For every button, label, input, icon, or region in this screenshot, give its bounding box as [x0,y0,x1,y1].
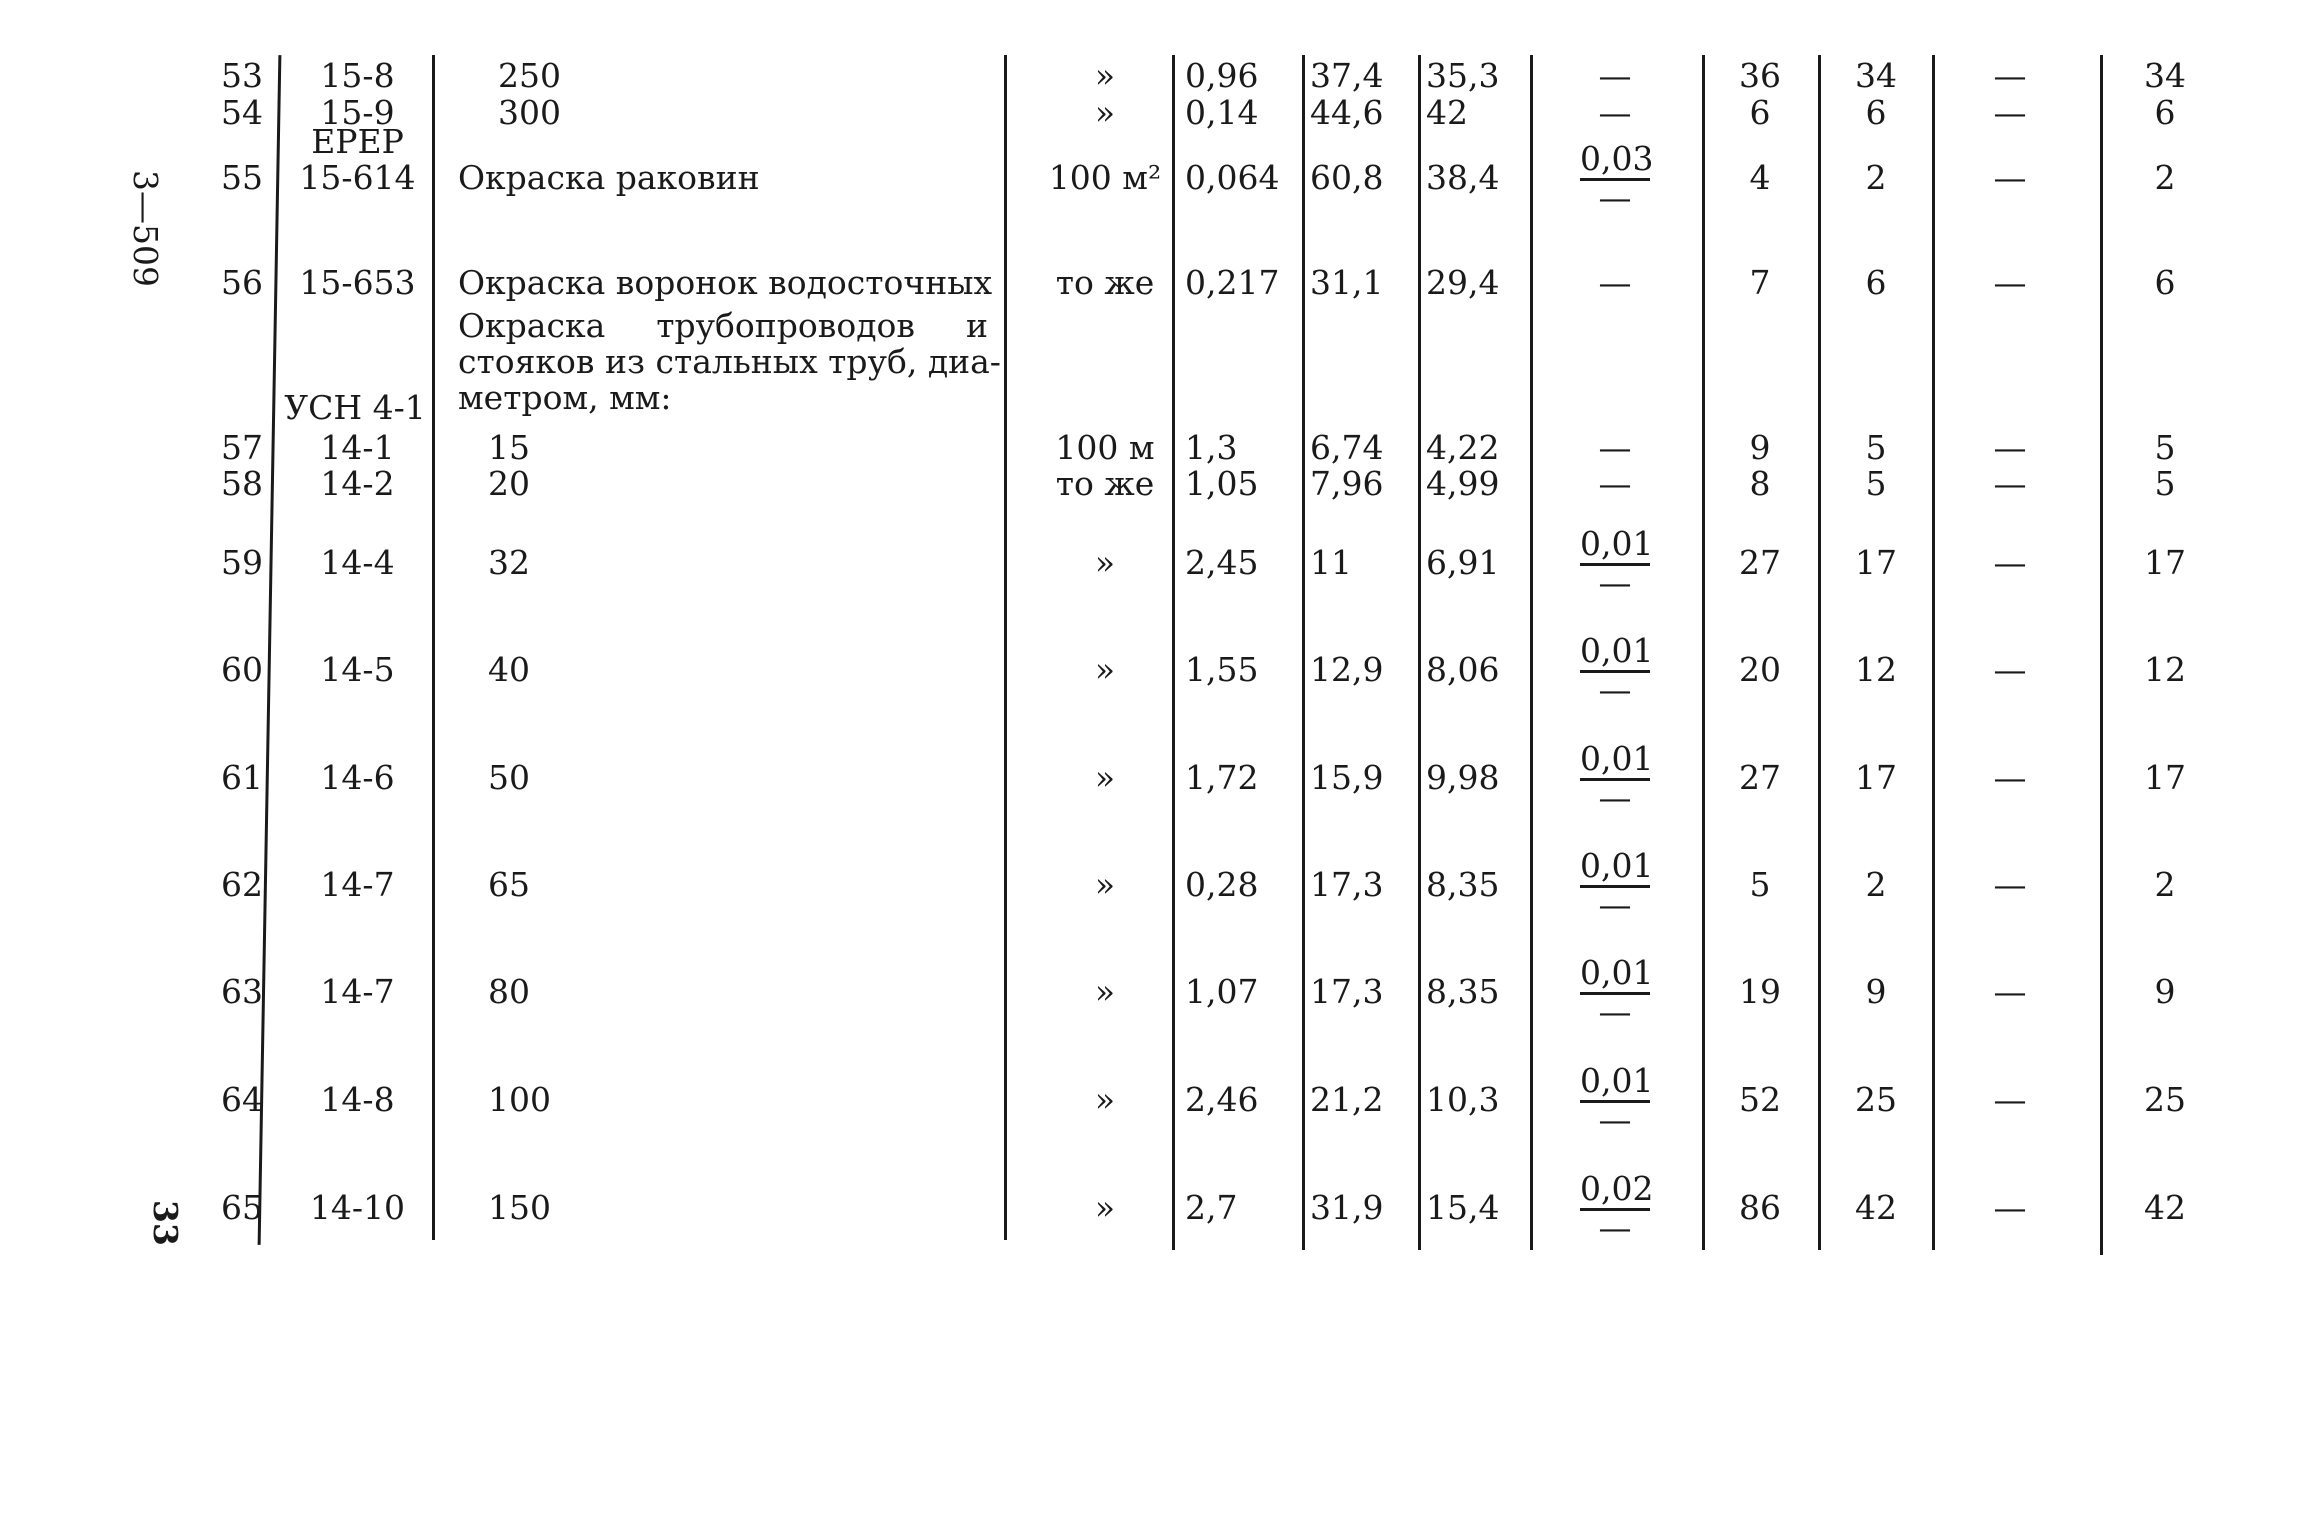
fraction-value [1580,739,1654,817]
value-col3: — [1598,428,1632,467]
value-col5: 34 [1855,56,1897,95]
column-rule [1302,55,1305,1250]
group-heading-line: стояков из стальных труб, диа- [458,342,1001,381]
fraction-denominator: — [1598,563,1632,602]
group-heading-line: метром, мм: [458,378,672,417]
value-col7: 17 [2144,758,2186,797]
value-col6: — [1993,93,2027,132]
value-col5: 5 [1865,428,1887,467]
value-col1: 17,3 [1310,865,1384,904]
row-number: 64 [221,1080,263,1119]
value-col6: — [1993,158,2027,197]
unit: то же [1055,464,1155,503]
norm-code: 15-9 [320,93,395,132]
quantity: 2,45 [1185,543,1259,582]
unit: » [1094,972,1116,1011]
row-number: 55 [221,158,263,197]
value-col2: 10,3 [1426,1080,1500,1119]
quantity: 0,064 [1185,158,1280,197]
norm-code: 14-6 [320,758,395,797]
value-col7: 12 [2144,650,2186,689]
value-col6: — [1993,972,2027,1011]
quantity: 2,7 [1185,1188,1238,1227]
fraction-numerator: 0,03 [1580,142,1650,181]
row-number: 60 [221,650,263,689]
value-col2: 8,35 [1426,865,1500,904]
unit: » [1094,1080,1116,1119]
value-col1: 44,6 [1310,93,1384,132]
value-col2: 35,3 [1426,56,1500,95]
value-col4: 9 [1749,428,1771,467]
value-col7: 6 [2154,263,2176,302]
column-rule [1818,55,1821,1250]
value-col2: 15,4 [1426,1188,1500,1227]
norm-code: 14-7 [320,865,395,904]
norm-code: 14-2 [320,464,395,503]
unit: » [1094,865,1116,904]
unit: » [1094,93,1116,132]
work-name: 250 [498,56,561,95]
column-rule [432,55,435,1240]
quantity: 2,46 [1185,1080,1259,1119]
quantity: 0,28 [1185,865,1259,904]
norm-code: 15-8 [320,56,395,95]
unit: 100 м [1055,428,1155,467]
unit: » [1094,56,1116,95]
norm-code: 14-5 [320,650,395,689]
value-col4: 5 [1749,865,1771,904]
fraction-value [1580,1061,1654,1139]
row-number: 56 [221,263,263,302]
quantity: 1,72 [1185,758,1259,797]
value-col2: 42 [1426,93,1468,132]
quantity: 0,14 [1185,93,1259,132]
value-col5: 9 [1865,972,1887,1011]
fraction-denominator: — [1598,670,1632,709]
value-col7: 6 [2154,93,2176,132]
fraction-numerator: 0,01 [1580,527,1650,566]
fraction-value [1580,953,1654,1031]
work-name: 80 [488,972,530,1011]
value-col2: 8,06 [1426,650,1500,689]
value-col4: 6 [1749,93,1771,132]
work-name: Окраска воронок водосточных [458,263,993,302]
work-name: 65 [488,865,530,904]
value-col6: — [1993,1080,2027,1119]
value-col6: — [1993,758,2027,797]
fraction-denominator: — [1598,178,1632,217]
row-number: 54 [221,93,263,132]
row-number: 63 [221,972,263,1011]
row-number: 62 [221,865,263,904]
column-rule [1418,55,1421,1250]
value-col5: 25 [1855,1080,1897,1119]
norm-code: 14-4 [320,543,395,582]
value-col5: 17 [1855,543,1897,582]
norm-code-source: ЕРЕР [311,122,404,161]
work-name: 20 [488,464,530,503]
row-number: 53 [221,56,263,95]
unit: то же [1055,263,1155,302]
value-col2: 9,98 [1426,758,1500,797]
norm-code: 14-8 [320,1080,395,1119]
value-col1: 21,2 [1310,1080,1384,1119]
value-col6: — [1993,865,2027,904]
fraction-denominator: — [1598,1100,1632,1139]
value-col5: 6 [1865,93,1887,132]
quantity: 0,96 [1185,56,1259,95]
fraction-numerator: 0,01 [1580,849,1650,888]
page-number-label: 33 [146,1200,185,1246]
value-col1: 11 [1310,543,1352,582]
work-name: 32 [488,543,530,582]
value-col7: 2 [2154,158,2176,197]
work-name: 150 [488,1188,551,1227]
work-name: Окраска раковин [458,158,760,197]
row-number: 58 [221,464,263,503]
fraction-numerator: 0,02 [1580,1172,1650,1211]
value-col1: 17,3 [1310,972,1384,1011]
value-col2: 6,91 [1426,543,1500,582]
fraction-value [1580,139,1654,217]
value-col4: 86 [1739,1188,1781,1227]
value-col4: 19 [1739,972,1781,1011]
work-name: 15 [488,428,530,467]
value-col1: 60,8 [1310,158,1384,197]
norm-code: 15-614 [299,158,416,197]
quantity: 0,217 [1185,263,1280,302]
unit: » [1094,758,1116,797]
fraction-numerator: 0,01 [1580,634,1650,673]
value-col6: — [1993,464,2027,503]
unit: 100 м² [1048,158,1162,197]
value-col2: 38,4 [1426,158,1500,197]
value-col7: 5 [2154,428,2176,467]
fraction-denominator: — [1598,992,1632,1031]
value-col7: 9 [2154,972,2176,1011]
value-col3: — [1598,56,1632,95]
quantity: 1,05 [1185,464,1259,503]
value-col4: 27 [1739,543,1781,582]
value-col2: 29,4 [1426,263,1500,302]
value-col5: 2 [1865,158,1887,197]
work-name: 100 [488,1080,551,1119]
column-rule [1530,55,1533,1250]
norm-code: 15-653 [299,263,416,302]
value-col4: 36 [1739,56,1781,95]
fraction-denominator: — [1598,778,1632,817]
column-rule [1932,55,1935,1250]
fraction-value [1580,846,1654,924]
quantity: 1,3 [1185,428,1238,467]
row-number: 61 [221,758,263,797]
fraction-denominator: — [1598,1208,1632,1247]
group-heading-line: Окраска трубопроводов и [458,306,988,345]
fraction-denominator: — [1598,885,1632,924]
row-number: 57 [221,428,263,467]
quantity: 1,55 [1185,650,1259,689]
value-col5: 12 [1855,650,1897,689]
value-col2: 8,35 [1426,972,1500,1011]
value-col2: 4,22 [1426,428,1500,467]
document-code-label: 3—509 [126,170,165,287]
fraction-value [1580,524,1654,602]
fraction-numerator: 0,01 [1580,742,1650,781]
value-col4: 7 [1749,263,1771,302]
work-name: 40 [488,650,530,689]
quantity: 1,07 [1185,972,1259,1011]
row-number: 59 [221,543,263,582]
value-col1: 6,74 [1310,428,1384,467]
value-col3: — [1598,93,1632,132]
unit: » [1094,1188,1116,1227]
work-name: 300 [498,93,561,132]
value-col5: 5 [1865,464,1887,503]
fraction-value [1580,1169,1654,1247]
value-col4: 4 [1749,158,1771,197]
value-col6: — [1993,263,2027,302]
value-col1: 7,96 [1310,464,1384,503]
value-col4: 20 [1739,650,1781,689]
row-number: 65 [221,1188,263,1227]
value-col7: 5 [2154,464,2176,503]
value-col4: 27 [1739,758,1781,797]
value-col5: 17 [1855,758,1897,797]
value-col5: 42 [1855,1188,1897,1227]
value-col1: 31,9 [1310,1188,1384,1227]
value-col3: — [1598,464,1632,503]
value-col2: 4,99 [1426,464,1500,503]
value-col7: 2 [2154,865,2176,904]
value-col6: — [1993,650,2027,689]
value-col6: — [1993,543,2027,582]
value-col6: — [1993,1188,2027,1227]
value-col7: 42 [2144,1188,2186,1227]
fraction-numerator: 0,01 [1580,1064,1650,1103]
unit: » [1094,650,1116,689]
value-col1: 15,9 [1310,758,1384,797]
value-col4: 8 [1749,464,1771,503]
column-rule [1004,55,1007,1240]
norm-code: 14-7 [320,972,395,1011]
value-col1: 31,1 [1310,263,1384,302]
value-col3: — [1598,263,1632,302]
value-col5: 2 [1865,865,1887,904]
fraction-numerator: 0,01 [1580,956,1650,995]
norm-code: 14-10 [309,1188,406,1227]
value-col7: 25 [2144,1080,2186,1119]
value-col1: 12,9 [1310,650,1384,689]
value-col1: 37,4 [1310,56,1384,95]
unit: » [1094,543,1116,582]
value-col6: — [1993,428,2027,467]
value-col6: — [1993,56,2027,95]
value-col4: 52 [1739,1080,1781,1119]
value-col7: 17 [2144,543,2186,582]
group-code: УСН 4-1 [284,388,426,427]
norm-code: 14-1 [320,428,395,467]
fraction-value [1580,631,1654,709]
column-rule [2100,55,2103,1255]
value-col5: 6 [1865,263,1887,302]
work-name: 50 [488,758,530,797]
value-col7: 34 [2144,56,2186,95]
